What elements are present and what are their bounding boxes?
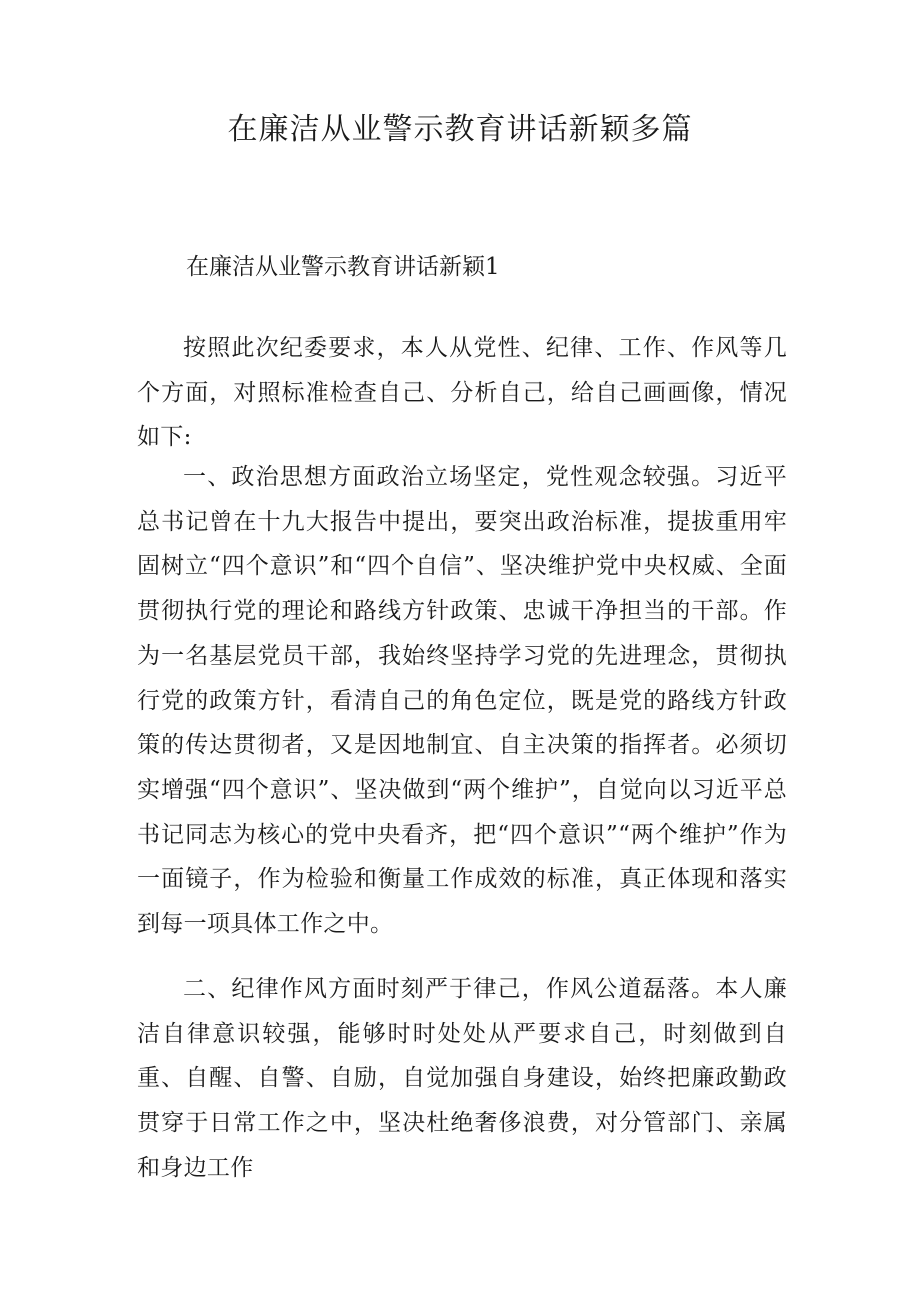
- section-heading: 在廉洁从业警示教育讲话新颖1: [186, 254, 500, 280]
- paragraph-intro: 按照此次纪委要求，本人从党性、纪律、工作、作风等几个方面，对照标准检查自己、分析自己，给自己画画像，情况如下:: [137, 335, 787, 451]
- paragraph-discipline: 二、纪律作风方面时刻严于律己，作风公道磊落。本人廉洁自律意识较强，能够时时处处从严要求自己，时刻做到自重、自醒、自警、自励，自觉加强自身建设，始终把廉政勤政贯穿于日常工作之中，坚决杜绝奢侈浪费，对分管部门、亲属和身边工作: [137, 976, 787, 1181]
- paragraph-political: 一、政治思想方面政治立场坚定，党性观念较强。习近平总书记曾在十九大报告中提出，要突出政治标准，提拔重用牢固树立“四个意识”和“四个自信”、坚决维护党中央权威、全面贯彻执行党的理论和路线方针政策、忠诚干净担当的干部。作为一名基层党员干部，我始终坚持学习党的先进理念，贯彻执行党的政策方针，看清自己的角色定位，既是党的路线方针政策的传达贯彻者，又是因地制宜、自主决策的指挥者。必须切实增强“四个意识”、坚决做到“两个维护”，自觉向以习近平总书记同志为核心的党中央看齐，把“四个意识”“两个维护”作为一面镜子，作为检验和衡量工作成效的标准，真正体现和落实到每一项具体工作之中。: [137, 464, 787, 938]
- document-title: 在廉洁从业警示教育讲话新颖多篇: [227, 112, 693, 147]
